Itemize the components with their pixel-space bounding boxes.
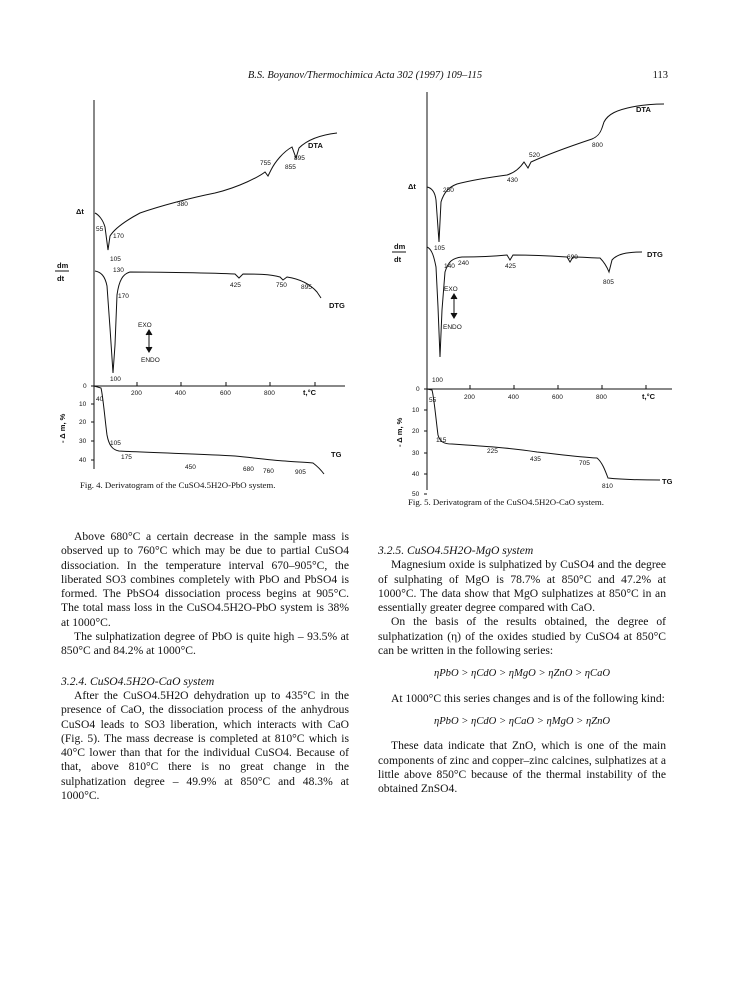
fig4-annotation: 855 [285, 164, 296, 171]
paragraph: The sulphatization degree of PbO is quite high – 93.5% at 850°C and 84.2% at 1000°C. [61, 630, 349, 658]
figure-5-derivatogram [392, 92, 682, 498]
fig4-dm-label: dm [57, 261, 69, 270]
fig4-x-tick: 600 [220, 390, 231, 397]
fig4-dta-label: DTA [308, 141, 323, 150]
right-text-column [378, 544, 666, 796]
fig4-annotation: 450 [185, 464, 196, 471]
fig4-tg-label: TG [331, 450, 342, 459]
fig5-dt-label: dt [394, 255, 402, 264]
fig5-y-tick: 30 [412, 450, 420, 457]
fig4-annotation: 380 [177, 201, 188, 208]
fig4-annotation: 750 [276, 282, 287, 289]
fig5-y-tick: 0 [416, 386, 420, 393]
fig4-y-tick: 20 [79, 419, 87, 426]
fig4-annotation: 425 [230, 282, 241, 289]
fig4-y-tick: 30 [79, 438, 87, 445]
paragraph: After the CuSO4.5H2O dehydration up to 435°C in the presence of CaO, the dissociation process of the anhydrous CuSO4 leads to SO3 liberation, which interacts with CaO (Fig. 5). The mass decrease is completed at 810°C which is 40°C lower than that for the individual CuSO4. Because of that, above 810°C there is no great change in the sulphatization degree – 49.9% at 850°C and 48.3% at 1000°C. [61, 688, 349, 803]
fig5-endo-label: ENDO [443, 324, 462, 331]
page-number: 113 [652, 70, 668, 81]
fig4-annotation: 680 [243, 466, 254, 473]
paragraph: On the basis of the results obtained, the degree of sulphatization (η) of the oxides studied by CuSO4 at 850°C can be written in the following series: [378, 615, 666, 658]
fig5-x-tick: 400 [508, 394, 519, 401]
fig5-dm-label: dm [394, 242, 406, 251]
fig4-annotation: 170 [113, 233, 124, 240]
figure-4-derivatogram [55, 90, 355, 480]
fig4-x-tick: 800 [264, 390, 275, 397]
fig4-annotation: 760 [263, 468, 274, 475]
journal-citation: B.S. Boyanov/Thermochimica Acta 302 (1997) 109–115 [247, 70, 483, 81]
fig4-annotation: 100 [110, 376, 121, 383]
fig4-annotation: 130 [113, 267, 124, 274]
fig4-annotation: 895 [301, 284, 312, 291]
left-text-column [61, 530, 349, 803]
fig5-annotation: 100 [432, 377, 443, 384]
fig5-x-tick: 800 [596, 394, 607, 401]
fig4-x-tick: 400 [175, 390, 186, 397]
fig5-tg-label: TG [662, 477, 673, 486]
fig5-annotation: 105 [434, 245, 445, 252]
fig4-annotation: 55 [96, 226, 104, 233]
fig5-annotation: 435 [530, 456, 541, 463]
fig4-annotation: 895 [294, 155, 305, 162]
fig4-y-tick: 10 [79, 401, 87, 408]
fig5-annotation: 225 [487, 448, 498, 455]
fig4-annotation: 105 [110, 440, 121, 447]
fig5-annotation: 520 [529, 152, 540, 159]
fig5-annotation: 55 [429, 397, 437, 404]
fig4-endo-label: ENDO [141, 357, 160, 364]
section-heading: 3.2.4. CuSO4.5H2O-CaO system [61, 674, 215, 688]
fig5-x-tick: 200 [464, 394, 475, 401]
fig5-delta-t-label: Δt [408, 182, 416, 191]
fig4-annotation: 175 [121, 454, 132, 461]
fig5-y-tick: 10 [412, 407, 420, 414]
fig4-dtg-label: DTG [329, 301, 345, 310]
fig4-annotation: 40 [96, 396, 104, 403]
figure-5-caption: Fig. 5. Derivatogram of the CuSO4.5H2O-CaO system. [408, 497, 604, 507]
fig4-y-tick: 40 [79, 457, 87, 464]
paragraph: These data indicate that ZnO, which is one of the main components of zinc and copper–zinc calcines, sulphatizes at a little above 850°C because of the thermal instability of the obtained ZnSO4. [378, 739, 666, 796]
fig4-temperature-unit: t,°C [303, 388, 316, 397]
fig5-annotation: 810 [602, 483, 613, 490]
fig5-annotation: 240 [458, 260, 469, 267]
fig4-dta-curve [95, 133, 337, 250]
fig5-y-tick: 50 [412, 491, 420, 498]
fig4-dtg-curve [95, 271, 321, 373]
fig5-annotation: 425 [505, 263, 516, 270]
fig4-exo-label: EXO [138, 322, 152, 329]
fig5-annotation: 800 [592, 142, 603, 149]
sulphatization-series-850: ηPbO > ηCdO > ηMgO > ηZnO > ηCaO [433, 668, 611, 680]
fig5-annotation: 250 [443, 187, 454, 194]
fig4-mass-loss-axis: - Δ m, % [58, 413, 67, 443]
fig5-annotation: 705 [579, 460, 590, 467]
fig5-annotation: 140 [444, 263, 455, 270]
paragraph: At 1000°C this series changes and is of the following kind: [391, 691, 665, 705]
fig5-x-tick: 600 [552, 394, 563, 401]
fig4-annotation: 105 [110, 256, 121, 263]
fig5-temperature-unit: t,°C [642, 392, 655, 401]
fig5-dta-label: DTA [636, 105, 651, 114]
fig5-dtg-label: DTG [647, 250, 663, 259]
fig4-annotation: 170 [118, 293, 129, 300]
paragraph: Above 680°C a certain decrease in the sample mass is observed up to 760°C which may be due to partial CuSO4 dissociation. In the temperature interval 670–905°C, the liberated SO3 combines completely with PbO and PbSO4 is formed. The PbSO4 dissociation process begins at 905°C. The total mass loss in the CuSO4.5H2O-PbO system is 38% at 1000°C. [61, 530, 349, 629]
fig5-y-tick: 20 [412, 428, 420, 435]
fig5-mass-loss-axis: - Δ m, % [395, 417, 404, 447]
fig4-dt-label: dt [57, 274, 65, 283]
sulphatization-series-1000: ηPbO > ηCdO > ηCaO > ηMgO > ηZnO [433, 715, 611, 727]
fig5-exo-label: EXO [444, 286, 458, 293]
fig5-y-tick: 40 [412, 471, 420, 478]
fig4-annotation: 755 [260, 160, 271, 167]
fig5-annotation: 690 [567, 254, 578, 261]
running-header [62, 70, 668, 86]
fig4-y-tick: 0 [83, 383, 87, 390]
fig5-annotation: 805 [603, 279, 614, 286]
fig4-annotation: 905 [295, 469, 306, 476]
fig4-delta-t-label: Δt [76, 207, 84, 216]
fig4-x-tick: 200 [131, 390, 142, 397]
fig5-tg-curve [427, 389, 660, 480]
section-heading: 3.2.5. CuSO4.5H2O-MgO system [378, 544, 534, 557]
figure-4-caption: Fig. 4. Derivatogram of the CuSO4.5H2O-PbO system. [80, 480, 276, 490]
fig5-annotation: 430 [507, 177, 518, 184]
fig5-dta-curve [427, 104, 664, 242]
fig5-annotation: 115 [436, 437, 447, 444]
paragraph: Magnesium oxide is sulphatized by CuSO4 and the degree of sulphating of MgO is 78.7% at 850°C and 47.2% at 1000°C. The data show that MgO sulphatizes at 850°C in an essentially greater degree compared with CaO. [378, 558, 666, 615]
